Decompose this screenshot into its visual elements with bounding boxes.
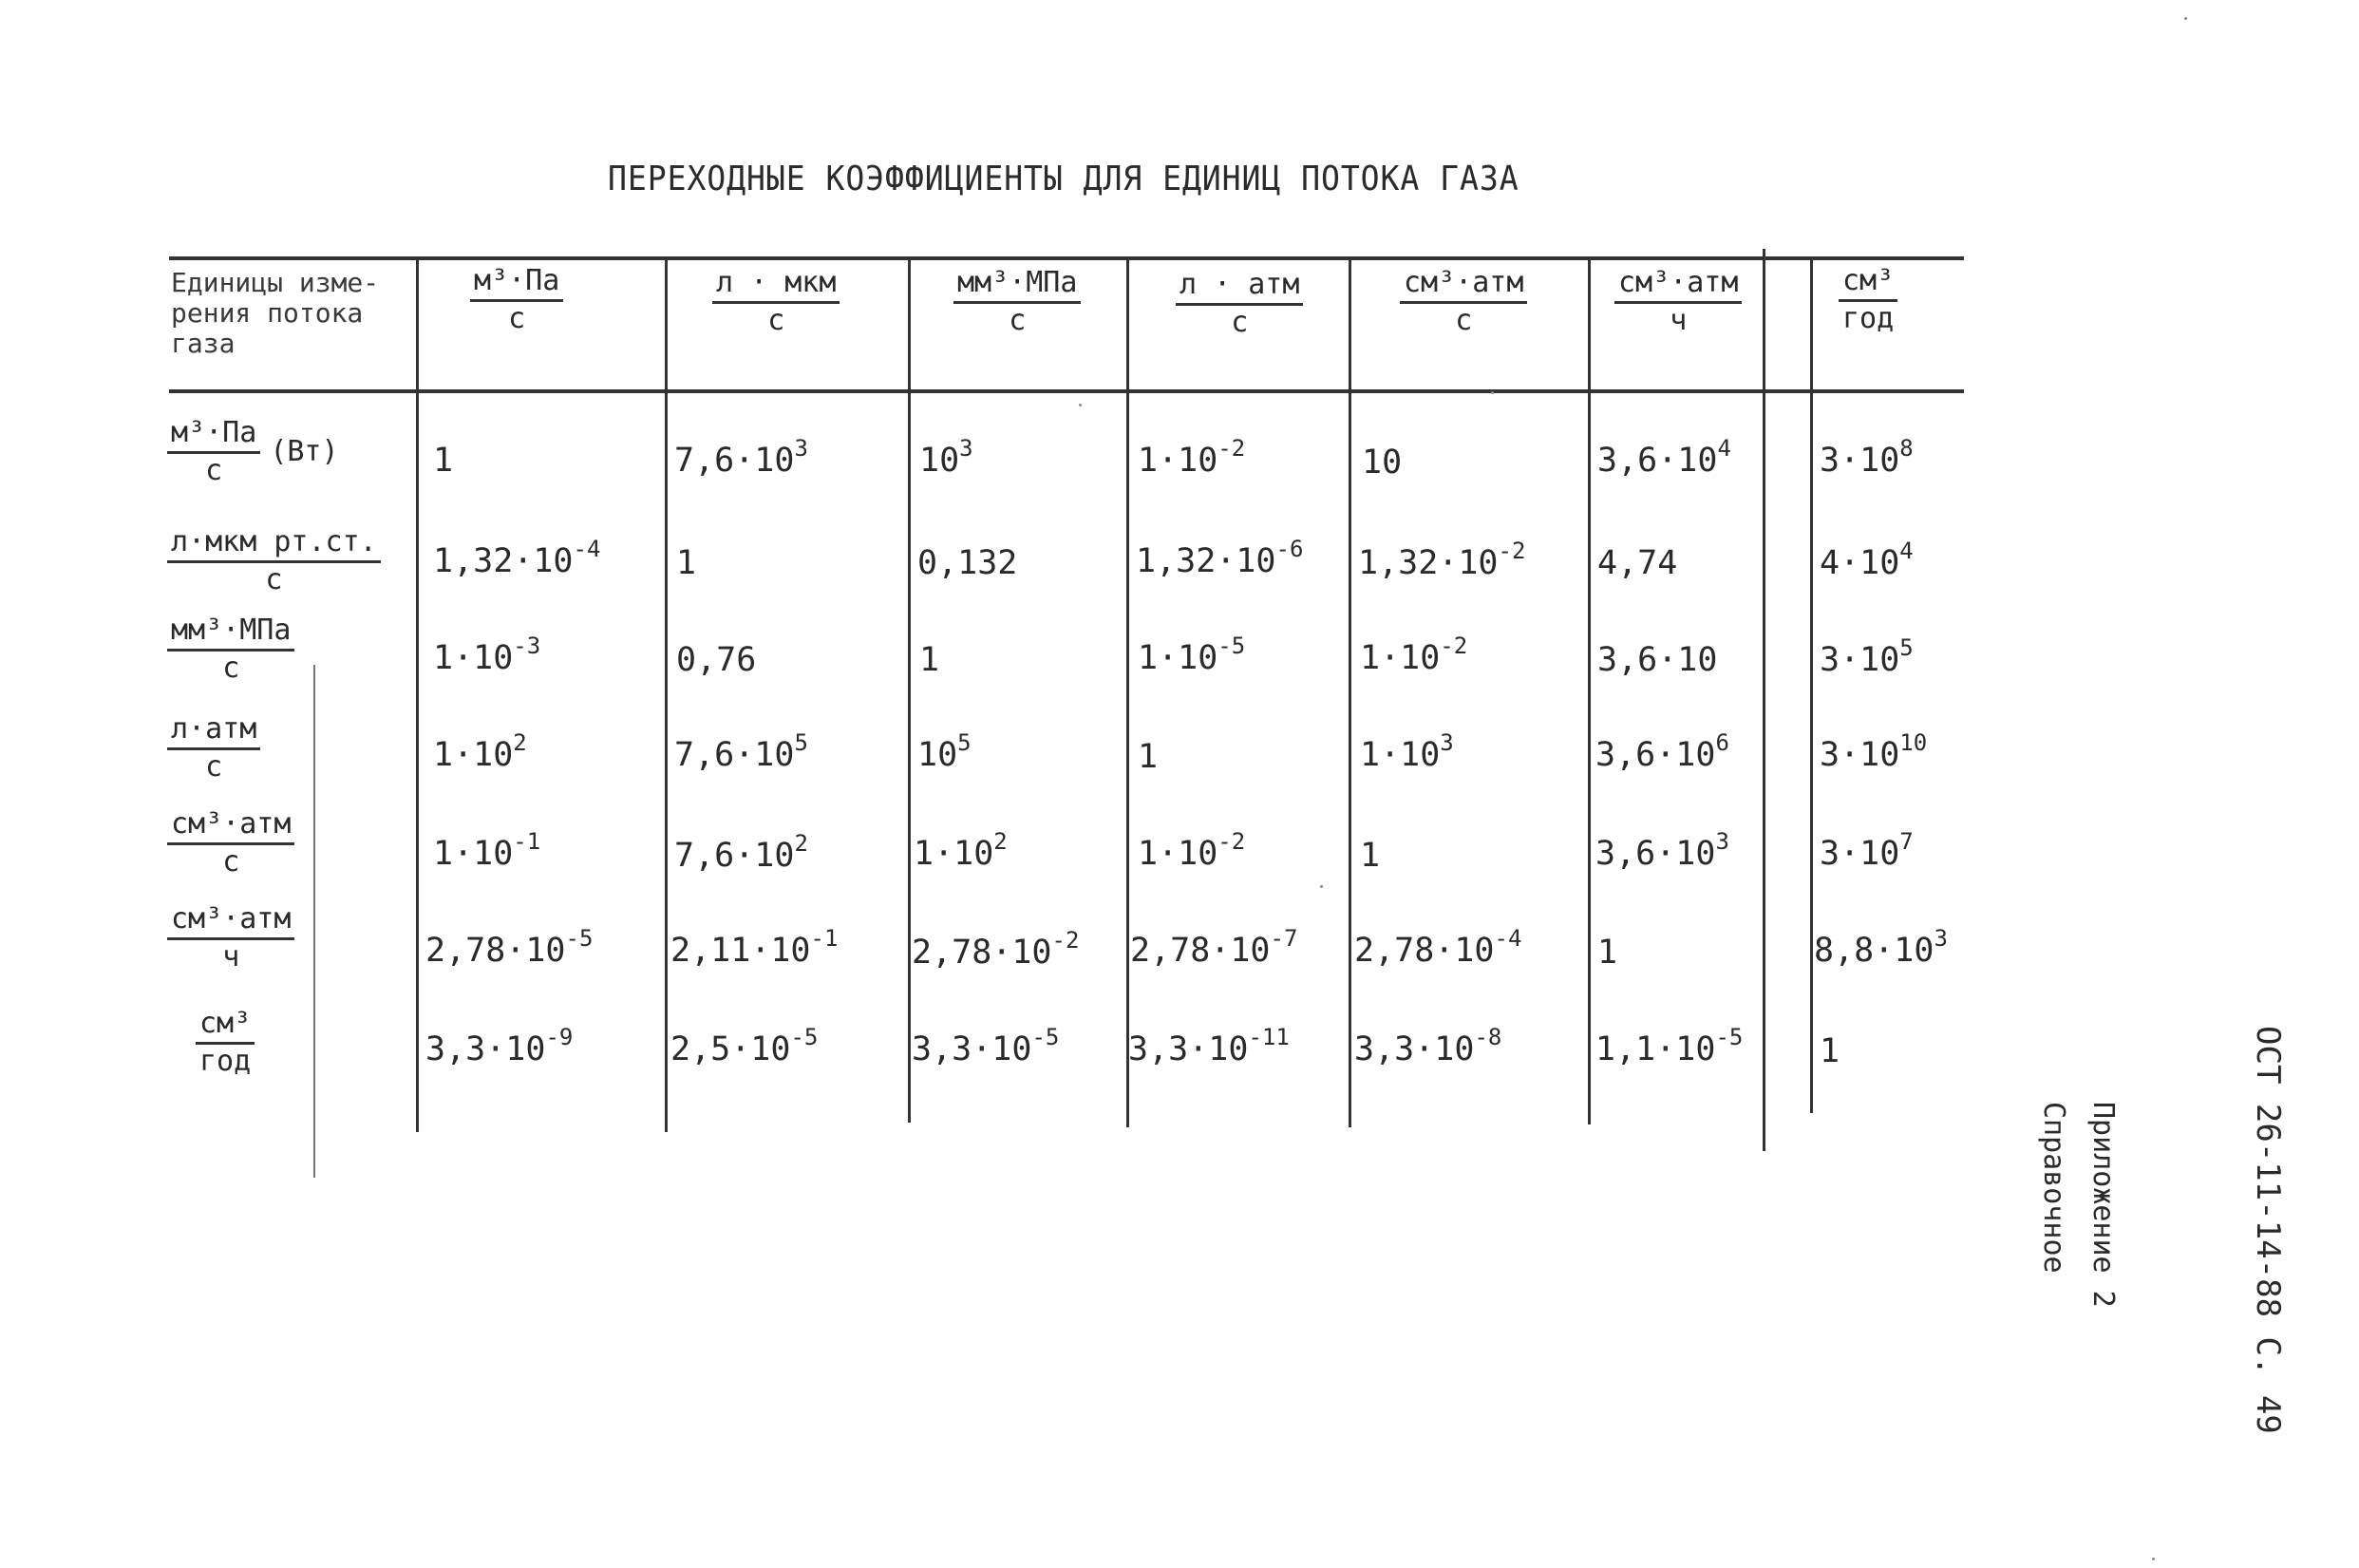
table-cell: 1 [676,544,697,582]
header-denominator: с [508,301,526,335]
table-cell: $3\cdot 10^7$ [1820,828,1914,873]
label-column-edge [313,665,315,1178]
header-denominator: с [1455,303,1473,337]
table-cell: $2,78\cdot 10^{-4}$ [1354,925,1522,970]
table-cell: $1\cdot 10^2$ [914,828,1008,873]
table-cell: $3,6\cdot 10^6$ [1595,729,1729,774]
header-denominator: ч [1670,303,1688,337]
table-cell: $1,32\cdot 10^{-6}$ [1136,536,1304,580]
appendix-label: Приложение 2 [2086,1102,2120,1308]
column-divider [1126,258,1129,1127]
header-denominator: с [1009,303,1027,337]
scan-speck [1491,391,1494,394]
table-cell: 4,74 [1597,544,1678,582]
table-cell: $3\cdot 10^8$ [1820,435,1914,480]
scan-speck [2152,1558,2155,1560]
row-label-denominator: с [222,844,240,878]
header-denominator: с [1231,305,1249,339]
column-header [953,268,1081,335]
scan-speck [1320,885,1323,888]
row-label-denominator: с [205,453,223,487]
table-cell: $3\cdot 10^5$ [1820,634,1914,679]
row-label [167,418,339,485]
table-cell: $10^3$ [919,435,973,480]
table-cell: $1,32\cdot 10^{-4}$ [433,536,601,580]
table-cell: $3,6\cdot 10^4$ [1597,435,1731,480]
row-label [167,904,294,972]
table-cell: $7,6\cdot 10^2$ [674,830,808,875]
header-line: газа [171,328,236,360]
table-cell: 1 [1138,738,1159,776]
row-label-numerator: см³·атм [167,904,294,940]
table-cell: $1\cdot 10^{-2}$ [1360,633,1468,677]
header-line: рения потока [171,297,364,330]
table-cell: 1 [1820,1032,1840,1070]
row-label-fraction [167,418,260,485]
table-cell: $4\cdot 10^4$ [1820,538,1914,582]
reference-label: Справочное [2037,1102,2070,1274]
header-numerator: см³ [1839,266,1897,302]
table-cell: $2,11\cdot 10^{-1}$ [670,925,839,970]
header-denominator: год [1842,301,1895,335]
row-label-denominator: ч [222,939,240,973]
row-label-numerator: см³ [196,1009,255,1045]
header-numerator: л · мкм [712,268,840,304]
column-divider [1810,258,1813,1113]
header-denominator: с [767,303,785,337]
row-label [167,527,381,595]
table-cell: $2,78\cdot 10^{-2}$ [912,927,1080,972]
header-numerator: см³·атм [1400,268,1527,304]
row-label-fraction [167,714,260,782]
row-label-numerator: м³·Па [167,418,260,454]
table-cell: $1\cdot 10^{-5}$ [1138,633,1246,677]
row-label-numerator: л·мкм рт.ст. [167,527,381,563]
table-cell: $2,5\cdot 10^{-5}$ [670,1024,819,1068]
row-label-fraction [167,527,381,595]
table-cell: $1\cdot 10^2$ [433,729,527,774]
table-cell: $3,3\cdot 10^{-8}$ [1354,1024,1502,1068]
row-label-suffix: (Вт) [270,435,339,468]
row-label-fraction [167,904,294,972]
table-cell: $1,32\cdot 10^{-2}$ [1358,538,1526,582]
row-label-denominator: с [205,749,223,784]
document-number: ОСТ 26-11-14-88 С. 49 [2249,1026,2287,1434]
row-label-denominator: с [222,651,240,685]
table-cell: $1,1\cdot 10^{-5}$ [1595,1024,1744,1068]
table-cell: $1\cdot 10^{-3}$ [433,633,541,677]
table-cell: $7,6\cdot 10^5$ [674,729,808,774]
row-label-numerator: см³·атм [167,809,294,845]
table-cell: $3,3\cdot 10^{-9}$ [425,1024,574,1068]
column-header [470,266,563,333]
row-label-fraction [167,615,294,683]
column-header [1839,266,1897,333]
table-cell: $3,6\cdot 10^3$ [1595,828,1729,873]
row-label-denominator: с [265,562,283,596]
column-divider [416,258,419,1132]
table-cell: $1\cdot 10^{-2}$ [1138,828,1246,873]
row-label [196,1009,255,1076]
table-cell: $2,78\cdot 10^{-5}$ [425,925,594,970]
row-label-fraction [167,809,294,877]
column-divider [1588,258,1591,1124]
table-cell: 1 [1597,934,1618,972]
row-label-denominator: год [199,1044,252,1078]
row-label [167,714,260,782]
table-top-rule [169,256,1964,260]
table-cell: $1\cdot 10^{-2}$ [1138,435,1246,480]
table-cell: 0,132 [917,544,1018,582]
table-cell: $1\cdot 10^3$ [1360,729,1454,774]
table-cell: 10 [1362,444,1403,482]
scan-speck [2184,17,2187,20]
column-header [1176,270,1303,337]
column-divider [665,258,668,1132]
column-header [1614,268,1742,335]
table-cell: $1\cdot 10^{-1}$ [433,828,541,873]
header-numerator: м³·Па [470,266,563,302]
header-numerator: л · атм [1176,270,1303,306]
row-label-numerator: мм³·МПа [167,615,294,652]
table-cell: 3,6·10 [1597,641,1718,679]
header-numerator: см³·атм [1614,268,1742,304]
page-title: ПЕРЕХОДНЫЕ КОЭФФИЦИЕНТЫ ДЛЯ ЕДИНИЦ ПОТОКА ГАЗА [608,160,1519,198]
row-label-numerator: л·атм [167,714,260,750]
row-label [167,809,294,877]
table-cell: $2,78\cdot 10^{-7}$ [1130,925,1298,970]
column-header [712,268,840,335]
table-cell: $10^5$ [917,729,972,774]
table-cell: $3,3\cdot 10^{-11}$ [1128,1024,1290,1068]
table-cell: 1 [919,641,940,679]
header-numerator: мм³·МПа [953,268,1081,304]
row-label [167,615,294,683]
column-divider [908,258,911,1123]
column-divider [1763,249,1765,1151]
table-cell: $3,3\cdot 10^{-5}$ [912,1024,1060,1068]
table-cell: 1 [1360,837,1381,875]
table-cell: $3\cdot 10^{10}$ [1820,729,1928,774]
table-cell: $8,8\cdot 10^3$ [1814,925,1948,970]
table-cell: $7,6\cdot 10^3$ [674,435,808,480]
first-column-header [171,268,379,360]
column-divider [1349,258,1351,1127]
scan-speck [1079,404,1082,406]
column-header [1400,268,1527,335]
table-cell: 1 [433,442,454,480]
header-line: Единицы изме- [171,267,380,298]
row-label-fraction [196,1009,255,1076]
table-cell: 0,76 [676,641,757,679]
table-header-rule [169,389,1964,393]
